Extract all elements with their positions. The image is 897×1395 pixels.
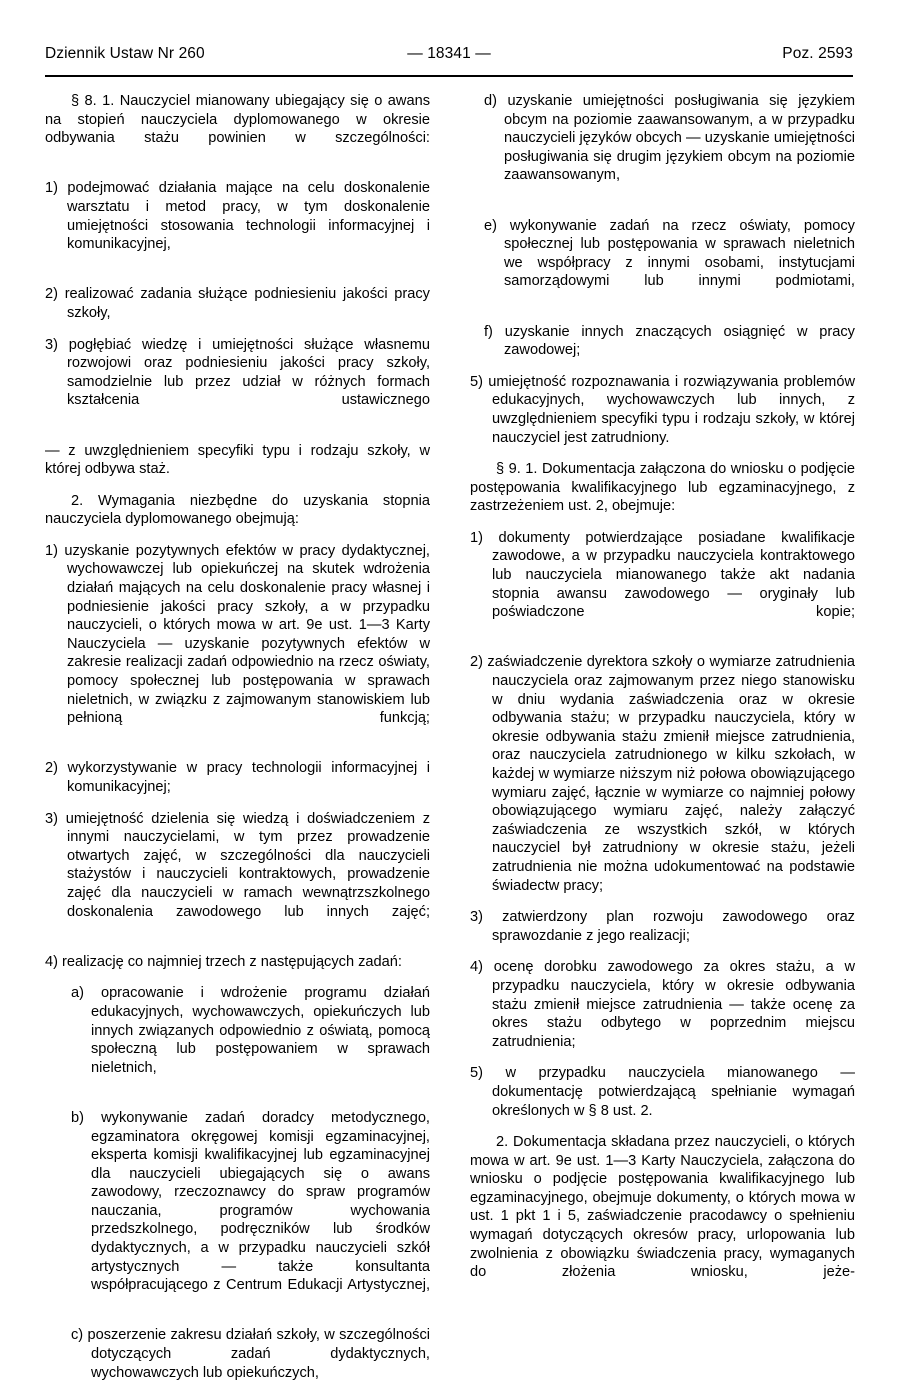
dash-paragraph: — z uwzględnieniem specyfiki typu i rodzaju szkoły, w której odbywa staż. — [45, 442, 430, 478]
list-item — [45, 542, 430, 747]
paragraph-s8-1: § 8. 1. Nauczyciel mianowany ubiegający się o awans na stopień nauczyciela dyplomowanego w okresie odbywania stażu powinien w szczególności: — [45, 93, 430, 147]
list-marker: 1) — [470, 529, 483, 546]
sub-list-item — [71, 1326, 430, 1382]
sub-list-marker: a) — [71, 985, 84, 1002]
paragraph-s9-2: 2. Dokumentacja składana przez nauczycieli, o których mowa w art. 9e ust. 1—3 Karty Nauczyciela, załączona do wniosku o podjęcie postępowania kwalifikacyjnego lub egzaminacyjnego, obejmuje dokumenty, o których mowa w ust. 1 pkt 1 i 5, zaświadczenie pracodawcy o spełnieniu wymagań dotyczących okresów pracy, urlopowania lub zwolnienia z obowiązku świadczenia pracy, wymaganych do złożenia wniosku, jeże- — [470, 1134, 855, 1281]
list-item — [45, 179, 430, 272]
list-item-text: zaświadczenie dyrektora szkoły o wymiarze zatrudnienia nauczyciela oraz zajmowanym przez niego stanowisku w dniu wydania zaświadczenia oraz w okresie odbywania stażu; w przypadku nauczyciela, który w okresie odbywania stażu zmienił miejsce zatrudnienia, oraz nauczyciela zatrudnionego w kilku szkołach, w każdej w wymiarze niższym niż połowa obowiązującego wymiaru zajęć, łącznie w wymiarze co najmniej połowy obowiązującego wymiaru zajęć, należy załączyć zaświadczenia ze wszystkich szkół, w których nauczyciel był zatrudniony w okresie stażu, jeżeli zatrudnienia nie można udokumentować na podstawie świadectw pracy; — [487, 654, 855, 894]
page-number: — 18341 — — [407, 45, 491, 62]
sub-list-marker: d) — [484, 93, 497, 109]
list-item-text: podejmować działania mające na celu doskonalenie warsztatu i metod pracy, w tym doskonalenie umiejętności stosowania technologii informacyjnej i komunikacyjnej, — [67, 180, 430, 253]
sub-list-item-text: wykonywanie zadań doradcy metodycznego, egzaminatora okręgowej komisji egzaminacyjnej, eksperta komisji kwalifikacyjnej lub egzaminacyjnej dla nauczycieli ubiegających się o awans zawodowy, rzeczoznawcy do spraw programów nauczania, programów wychowania przedszkolnego, podręczników lub środków dydaktycznych, a w przypadku nauczycieli szkół artystycznych — także konsultanta współpracującego z Centrum Edukacji Artystycznej, — [91, 1109, 430, 1294]
list-marker: 5) — [470, 1065, 483, 1082]
paragraph-s9-1: § 9. 1. Dokumentacja załączona do wniosku o podjęcie postępowania kwalifikacyjnego lub egzaminacyjnego, z zastrzeżeniem ust. 2, obejmuje: — [470, 461, 855, 515]
sub-list-marker: b) — [71, 1109, 84, 1126]
list-item — [45, 336, 430, 429]
sub-list-item — [71, 984, 430, 1096]
running-head — [45, 45, 853, 63]
running-head-right: Poz. 2593 — [782, 45, 853, 62]
list-marker: 1) — [45, 180, 58, 197]
sub-list-item — [71, 1109, 430, 1314]
running-head-left: Dziennik Ustaw Nr 260 — [45, 45, 205, 62]
list-item — [45, 759, 430, 796]
list-marker: 2) — [470, 654, 483, 671]
list-item-text: uzyskanie pozytywnych efektów w pracy dydaktycznej, wychowawczej lub opiekuńczej na skutek wdrożenia działań mających na celu doskonalenie pracy własnej i podniesienie jakości pracy szkoły, a w przypadku nauczycieli, o których mowa w art. 9e ust. 1—3 Karty Nauczyciela — uzyskanie pozytywnych efektów w zakresie realizacji zadań odpowiednio na rzecz oświaty, pomocy społecznej lub postępowania w sprawach nieletnich, w związku z zajmowanym stanowiskiem lub pełnioną funkcją; — [64, 542, 430, 727]
sub-list-item-text: uzyskanie innych znaczących osiągnięć w pracy zawodowej; — [504, 323, 855, 359]
list-marker: 4) — [470, 959, 483, 976]
list-item-text: ocenę dorobku zawodowego za okres stażu, a w przypadku nauczyciela, który w okresie odbywania stażu zmienił miejsce zatrudnienia — także ocenę za okres stażu odbytego w poprzednim miejscu zatrudnienia; — [492, 959, 855, 1050]
list-item — [470, 1064, 855, 1120]
header-rule — [45, 75, 853, 77]
left-column — [45, 92, 430, 1395]
list-item-text: dokumenty potwierdzające posiadane kwalifikacje zawodowe, a w przypadku nauczyciela kontraktowego lub nauczyciela mianowanego także akt nadania stopnia awansu zawodowego — oryginały lub poświadczone kopie; — [492, 529, 855, 621]
list-item — [45, 810, 430, 940]
list-item — [45, 285, 430, 322]
sub-list-item-text: opracowanie i wdrożenie programu działań edukacyjnych, wychowawczych, opiekuńczych lub innych związanych odpowiednio z oświatą, pomocą społeczną lub postępowaniem w sprawach nieletnich, — [91, 985, 430, 1076]
list-item — [470, 908, 855, 945]
list-item-text: realizację co najmniej trzech z następujących zadań: — [62, 953, 402, 970]
list-item-text: pogłębiać wiedzę i umiejętności służące własnemu rozwojowi oraz podniesieniu jakości pracy szkoły, samodzielnie lub przez udział w różnych formach kształcenia ustawicznego — [67, 336, 430, 409]
list-item-text: zatwierdzony plan rozwoju zawodowego oraz sprawozdanie z jego realizacji; — [492, 909, 855, 944]
sub-list-marker: c) — [71, 1327, 84, 1344]
sub-list-item — [484, 323, 855, 360]
body-columns — [45, 92, 855, 1395]
list-marker: 4) — [45, 953, 58, 970]
right-column — [470, 92, 855, 1395]
list-marker: 3) — [45, 810, 58, 827]
list-marker: 1) — [45, 542, 58, 559]
list-item-text: w przypadku nauczyciela mianowanego — dokumentację potwierdzającą spełnianie wymagań określonych w § 8 ust. 2. — [492, 1065, 855, 1119]
list-item-text: umiejętność dzielenia się wiedzą i doświadczeniem z innymi nauczycielami, w tym przez prowadzenie otwartych zajęć, w szczególności dla nauczycieli stażystów i nauczycieli kontraktowych, prowadzenie zajęć dla nauczycieli w ramach wewnątrzszkolnego doskonalenia zawodowego lub innych zajęć; — [65, 810, 430, 920]
list-marker: 5) — [470, 373, 483, 390]
list-marker: 2) — [45, 760, 58, 777]
list-item — [470, 653, 855, 895]
paragraph-s8-2: 2. Wymagania niezbędne do uzyskania stopnia nauczyciela dyplomowanego obejmują: — [45, 492, 430, 528]
list-item — [470, 373, 855, 447]
list-item — [470, 529, 855, 641]
list-item — [470, 958, 855, 1051]
sub-list-item — [484, 92, 855, 204]
list-item-text: umiejętność rozpoznawania i rozwiązywania problemów edukacyjnych, wychowawczych lub innych, z uwzględnieniem specyfiki typu i rodzaju szkoły, w której nauczyciel jest zatrudniony. — [488, 373, 855, 446]
list-marker: 2) — [45, 286, 58, 303]
sub-list-item-text: wykonywanie zadań na rzecz oświaty, pomocy społecznej lub postępowania w sprawach nieletnich we współpracy z innymi osobami, instytucjami samorządowymi lub innymi podmiotami, — [504, 217, 855, 290]
list-item — [45, 953, 430, 972]
sub-list-item-text: uzyskanie umiejętności posługiwania się językiem obcym na poziomie zaawansowanym, a w przypadku nauczycieli języków obcych — uzyskanie umiejętności posługiwania się drugim językiem obcym na poziomie zaawansowanym, — [504, 93, 855, 184]
list-item-text: wykorzystywanie w pracy technologii informacyjnej i komunikacyjnej; — [67, 760, 430, 795]
sub-list-marker: f) — [484, 323, 493, 340]
sub-list-marker: e) — [484, 217, 497, 234]
list-item-text: realizować zadania służące podniesieniu jakości pracy szkoły, — [64, 286, 430, 321]
list-marker: 3) — [470, 909, 483, 926]
sub-list-item — [484, 217, 855, 310]
list-marker: 3) — [45, 336, 58, 353]
sub-list-item-text: poszerzenie zakresu działań szkoły, w szczególności dotyczących zadań dydaktycznych, wychowawczych lub opiekuńczych, — [87, 1327, 430, 1381]
